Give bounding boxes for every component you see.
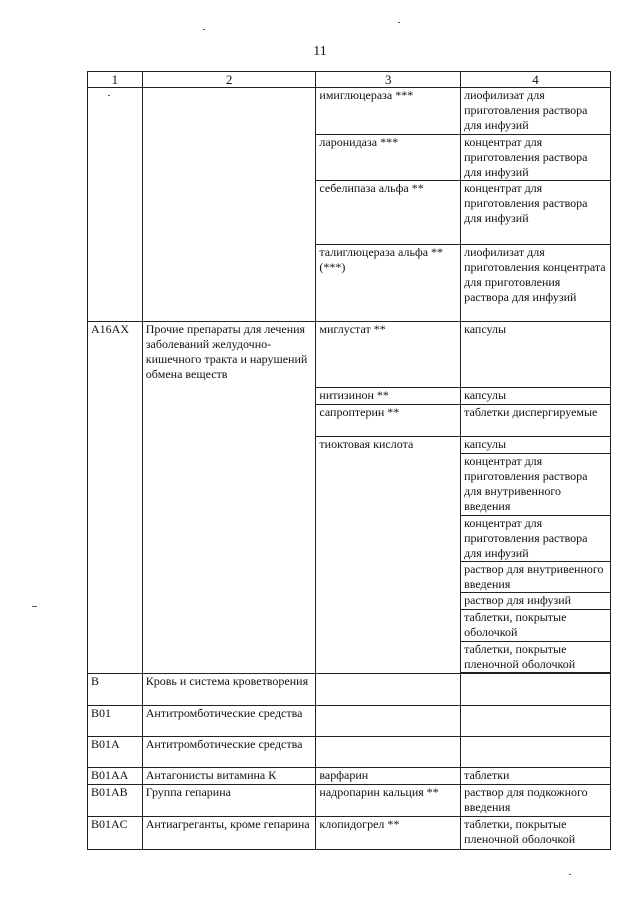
form-cell: концентрат для приготовления раствора для инфузий [461, 516, 611, 562]
scan-speck [32, 606, 37, 607]
form-cell: раствор для инфузий [461, 593, 611, 610]
drug-cell: миглустат ** [316, 322, 461, 388]
code-cell: B [88, 674, 143, 706]
table-header-row [88, 72, 611, 88]
form-cell: капсулы [461, 437, 611, 454]
drug-cell: ларонидаза *** [316, 135, 461, 181]
form-cell: таблетки [461, 768, 611, 785]
table-row [88, 88, 611, 135]
code-cell: B01AC [88, 817, 143, 850]
drug-cell: варфарин [316, 768, 461, 785]
drug-cell [316, 674, 461, 706]
code-cell: B01A [88, 737, 143, 768]
drug-cell: клопидогрел ** [316, 817, 461, 850]
drug-cell: талиглюцераза альфа ** (***) [316, 245, 461, 322]
table-row [88, 817, 611, 850]
scan-speck [569, 874, 571, 875]
table-row [88, 322, 611, 388]
form-cell: раствор для внутривенного введения [461, 562, 611, 593]
table-row [88, 737, 611, 768]
form-cell [461, 706, 611, 737]
name-cell: Кровь и система кроветворения [142, 674, 316, 706]
form-cell: концентрат для приготовления раствора для инфузий [461, 181, 611, 245]
scan-speck [108, 95, 110, 96]
drug-cell: себелипаза альфа ** [316, 181, 461, 245]
form-cell: раствор для подкожного введения [461, 785, 611, 817]
drug-cell [316, 737, 461, 768]
code-cell [88, 88, 143, 322]
form-cell: лиофилизат для приготовления концентрата для приготовления раствора для инфузий [461, 245, 611, 322]
code-cell: B01AB [88, 785, 143, 817]
form-cell: таблетки, покрытые пленочной оболочкой [461, 817, 611, 850]
scan-speck [203, 29, 205, 30]
table-row [88, 785, 611, 817]
form-cell: лиофилизат для приготовления раствора для инфузий [461, 88, 611, 135]
form-cell [461, 737, 611, 768]
drug-cell: имиглюцераза *** [316, 88, 461, 135]
name-cell: Антитромботические средства [142, 737, 316, 768]
name-cell: Группа гепарина [142, 785, 316, 817]
column-header: 1 [88, 72, 143, 88]
scan-speck [398, 22, 400, 23]
form-cell: капсулы [461, 322, 611, 388]
code-cell: B01AA [88, 768, 143, 785]
code-cell: B01 [88, 706, 143, 737]
column-header: 4 [461, 72, 611, 88]
table-row [88, 706, 611, 737]
code-cell: A16AX [88, 322, 143, 674]
drug-table [87, 71, 611, 850]
form-cell: таблетки, покрытые оболочкой [461, 610, 611, 642]
page-number: 11 [313, 44, 327, 59]
drug-cell: надропарин кальция ** [316, 785, 461, 817]
column-header: 3 [316, 72, 461, 88]
form-cell: таблетки, покрытые пленочной оболочкой [461, 642, 611, 673]
drug-cell: тиоктовая кислота [316, 437, 461, 674]
drug-cell: нитизинон ** [316, 388, 461, 405]
form-cell: концентрат для приготовления раствора для инфузий [461, 135, 611, 181]
form-cell: капсулы [461, 388, 611, 405]
table-row [88, 674, 611, 706]
drug-cell [316, 706, 461, 737]
form-cell [461, 674, 611, 706]
table-row [88, 768, 611, 785]
name-cell: Антитромботические средства [142, 706, 316, 737]
column-header: 2 [142, 72, 316, 88]
name-cell: Антиагреганты, кроме гепарина [142, 817, 316, 850]
form-cell: концентрат для приготовления раствора для внутривенного введения [461, 454, 611, 516]
name-cell: Прочие препараты для лечения заболеваний желудочно-кишечного тракта и нарушений обмена веществ [142, 322, 316, 674]
name-cell: Антагонисты витамина К [142, 768, 316, 785]
drug-cell: сапроптерин ** [316, 405, 461, 437]
name-cell [142, 88, 316, 322]
form-cell: таблетки диспергируемые [461, 405, 611, 437]
